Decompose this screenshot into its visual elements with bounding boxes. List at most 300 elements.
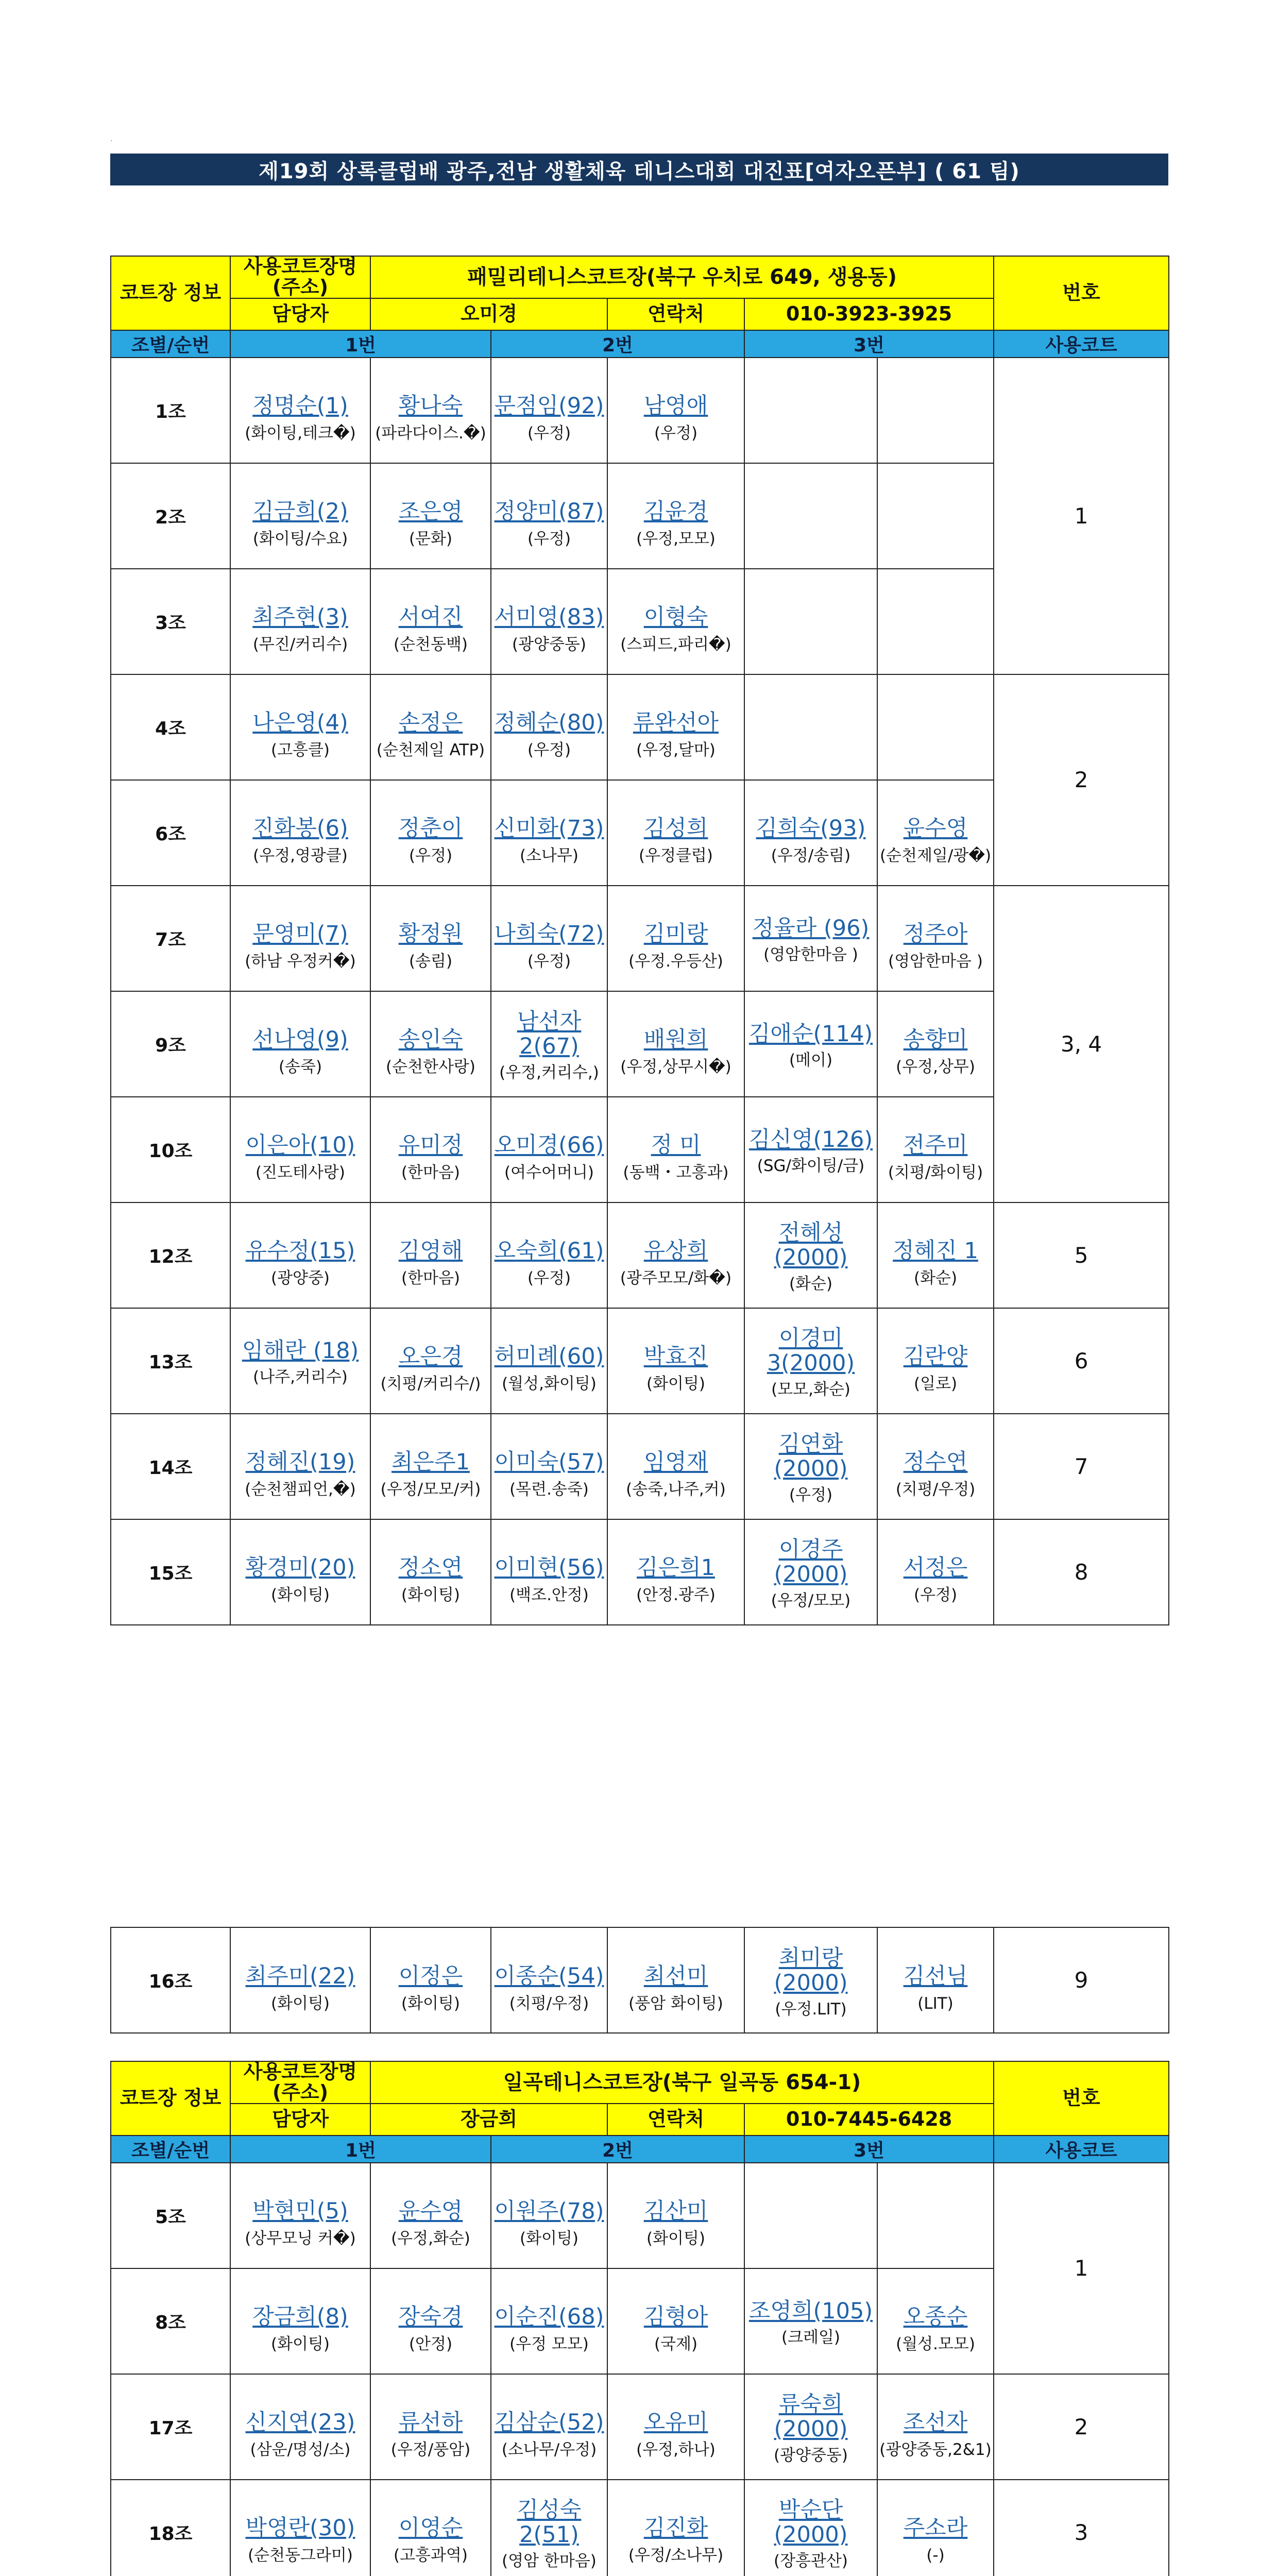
player-cell — [877, 1519, 994, 1625]
court-number: 3 — [994, 2480, 1169, 2576]
corner-mark: . — [110, 135, 113, 143]
player-name-link[interactable]: 김신영(126) — [748, 1127, 873, 1153]
manager-label: 담당자 — [230, 2104, 370, 2136]
player-name-link[interactable]: 황경미(20) — [245, 1555, 355, 1581]
player-name-link[interactable]: 윤수영 — [903, 816, 968, 842]
player-name-link[interactable]: 오은경 — [398, 1344, 463, 1370]
player-name-link[interactable]: 이형숙 — [643, 604, 708, 631]
player-name-link[interactable]: 이은아(10) — [245, 1132, 355, 1159]
player-club: (화이팅) — [519, 2229, 579, 2248]
group-label: 3조 — [111, 569, 230, 674]
player-cell — [607, 1519, 744, 1625]
player-name-link[interactable]: 정수연 — [903, 1449, 968, 1476]
player-cell — [491, 463, 607, 569]
player-club: (광양중동,2&1) — [879, 2441, 992, 2460]
page-title: 제19회 상록클럽배 광주,전남 생활체육 테니스대회 대진표[여자오픈부] ( 61 팀) — [110, 154, 1168, 185]
player-club: (송죽) — [278, 1058, 322, 1077]
player-cell — [744, 463, 877, 569]
player-name-link[interactable]: 오종순 — [903, 2304, 968, 2330]
player-name-link[interactable]: 유상희 — [643, 1238, 708, 1264]
player-cell — [607, 1927, 744, 2033]
player-cell — [491, 1202, 607, 1308]
player-cell — [230, 674, 370, 780]
player-name-link[interactable]: 김란양 — [903, 1344, 968, 1370]
player-club: (나주,커리수) — [253, 1368, 348, 1387]
player-cell — [744, 2374, 877, 2480]
player-club: (목련.송죽) — [509, 1480, 589, 1499]
player-club: (우정/모모) — [771, 1591, 851, 1611]
player-cell — [230, 2268, 370, 2374]
use-court-label: 사용코트 — [994, 2136, 1169, 2163]
player-name-link[interactable]: 임영재 — [643, 1449, 708, 1476]
player-cell — [370, 463, 491, 569]
player-name-link[interactable]: 서미영(83) — [494, 604, 604, 631]
player-cell — [491, 569, 607, 674]
player-club: (우정,커리수,) — [499, 1063, 599, 1082]
group-label: 14조 — [111, 1414, 230, 1519]
group-label: 4조 — [111, 674, 230, 780]
player-cell — [744, 358, 877, 463]
player-name-link[interactable]: 임해란 (18) — [242, 1338, 359, 1364]
group-label: 1조 — [111, 358, 230, 463]
player-club: (우정) — [654, 424, 698, 443]
player-club: (상무모닝 커�) — [245, 2229, 356, 2248]
player-cell — [230, 1927, 370, 2033]
player-name-link[interactable]: 정혜진 1 — [893, 1238, 978, 1264]
player-cell — [491, 358, 607, 463]
player-cell — [744, 2268, 877, 2374]
player-club: (진도테사랑) — [256, 1163, 345, 1182]
player-club: (스피드,파리�) — [620, 635, 731, 654]
player-cell — [491, 2163, 607, 2268]
player-name-link[interactable]: 이경미3(2000) — [767, 1326, 855, 1377]
player-cell — [877, 674, 994, 780]
player-club: (LIT) — [917, 1994, 954, 2013]
group-row — [111, 1927, 1169, 2033]
court-number: 1 — [994, 358, 1169, 674]
player-cell — [877, 1927, 994, 2033]
player-cell — [744, 1308, 877, 1414]
player-name-link[interactable]: 김진화 — [643, 2515, 708, 2541]
court-name-label: 사용코트장명 (주소) — [230, 2061, 370, 2104]
player-cell — [877, 2163, 994, 2268]
player-cell — [744, 1202, 877, 1308]
player-name-link[interactable]: 박영란(30) — [245, 2515, 355, 2541]
player-cell — [877, 2268, 994, 2374]
player-cell — [370, 358, 491, 463]
player-club: (우정) — [527, 530, 571, 549]
col3-label: 3번 — [744, 2136, 994, 2163]
player-cell — [744, 1414, 877, 1519]
player-cell — [491, 991, 607, 1097]
player-name-link[interactable]: 이종순(54) — [494, 1963, 604, 1989]
player-cell — [491, 1927, 607, 2033]
venue-phone: 010-7445-6428 — [744, 2104, 994, 2136]
player-name-link[interactable]: 장금희(8) — [252, 2304, 348, 2330]
player-name-link[interactable]: 송인숙 — [398, 1027, 463, 1053]
player-club: (화이팅,테크�) — [245, 424, 356, 443]
player-club: (한마음) — [401, 1163, 461, 1182]
player-cell — [744, 2480, 877, 2576]
player-cell — [877, 1202, 994, 1308]
player-name-link[interactable]: 김선님 — [903, 1963, 968, 1989]
player-club: (우정,화순) — [391, 2229, 470, 2248]
player-cell — [877, 1414, 994, 1519]
player-name-link[interactable]: 최선미 — [643, 1963, 708, 1989]
player-club: (무진/커리수) — [252, 635, 348, 654]
player-club: (순천동백) — [394, 635, 468, 654]
player-cell — [877, 358, 994, 463]
group-label: 6조 — [111, 780, 230, 886]
player-club: (광양중동) — [774, 2446, 848, 2465]
player-name-link[interactable]: 김금희(2) — [252, 499, 348, 525]
player-name-link[interactable]: 김윤경 — [643, 499, 708, 525]
player-cell — [230, 1202, 370, 1308]
player-name-link[interactable]: 김산미 — [643, 2198, 708, 2225]
player-cell — [370, 674, 491, 780]
player-name-link[interactable]: 정소연 — [398, 1555, 463, 1581]
player-name-link[interactable]: 최은주1 — [391, 1449, 470, 1476]
player-club: (고흥과역) — [394, 2546, 468, 2565]
player-cell — [230, 1414, 370, 1519]
player-cell — [370, 1414, 491, 1519]
player-name-link[interactable]: 류숙희(2000) — [774, 2392, 848, 2443]
player-club: (동백・고흥과) — [623, 1163, 729, 1182]
player-cell — [370, 991, 491, 1097]
group-label: 17조 — [111, 2374, 230, 2480]
player-club: (안정) — [408, 2335, 453, 2354]
player-cell — [744, 1097, 877, 1202]
player-club: (영암한마음 ) — [888, 952, 983, 971]
player-name-link[interactable]: 손정은 — [398, 710, 463, 736]
group-row — [111, 1202, 1169, 1308]
player-name-link[interactable]: 전주미 — [903, 1132, 968, 1159]
player-name-link[interactable]: 박현민(5) — [252, 2198, 348, 2225]
venue-manager: 오미경 — [370, 298, 607, 330]
player-name-link[interactable]: 주소라 — [903, 2515, 968, 2541]
player-club: (월성.모모) — [896, 2335, 975, 2354]
player-club: (화이팅) — [401, 1586, 461, 1605]
player-name-link[interactable]: 조은영 — [398, 499, 463, 525]
contact-label: 연락처 — [607, 2104, 744, 2136]
player-cell — [230, 2374, 370, 2480]
player-cell — [230, 780, 370, 886]
player-cell — [607, 991, 744, 1097]
player-club: (화이팅) — [646, 1375, 706, 1394]
court-name-label: 사용코트장명 (주소) — [230, 256, 370, 298]
player-cell — [370, 1097, 491, 1202]
group-row — [111, 1414, 1169, 1519]
player-club: (우정) — [527, 741, 571, 760]
player-club: (우정) — [913, 1586, 958, 1605]
group-order-label: 조별/순번 — [111, 2136, 230, 2163]
player-club: (우정 모모) — [509, 2335, 589, 2354]
player-name-link[interactable]: 김애순(114) — [748, 1021, 873, 1047]
player-club: (고흥클) — [270, 741, 330, 760]
player-club: (우정,하나) — [636, 2441, 716, 2460]
player-club: (크레일) — [781, 2328, 841, 2347]
player-club: (문화) — [408, 530, 453, 549]
player-cell — [230, 358, 370, 463]
player-name-link[interactable]: 이경주(2000) — [774, 1537, 848, 1588]
group-row — [111, 1519, 1169, 1625]
player-name-link[interactable]: 김희숙(93) — [756, 816, 866, 842]
group-row — [111, 674, 1169, 780]
player-name-link[interactable]: 나희숙(72) — [494, 921, 604, 947]
player-club: (장흥관산) — [774, 2552, 848, 2571]
player-name-link[interactable]: 장숙경 — [398, 2304, 463, 2330]
player-name-link[interactable]: 정혜순(80) — [494, 710, 604, 736]
player-name-link[interactable]: 서여진 — [398, 604, 463, 631]
player-cell — [491, 2480, 607, 2576]
player-name-link[interactable]: 송향미 — [903, 1027, 968, 1053]
player-cell — [491, 1308, 607, 1414]
player-name-link[interactable]: 정춘이 — [398, 816, 463, 842]
player-cell — [230, 2163, 370, 2268]
player-cell — [370, 1308, 491, 1414]
player-name-link[interactable]: 김성희 — [643, 816, 708, 842]
player-name-link[interactable]: 신미화(73) — [494, 816, 604, 842]
player-cell — [370, 1927, 491, 2033]
col3-label: 3번 — [744, 330, 994, 358]
player-club: (일로) — [913, 1375, 958, 1394]
player-cell — [230, 569, 370, 674]
player-club: (우정.LIT) — [775, 1999, 847, 2019]
player-cell — [491, 2268, 607, 2374]
player-name-link[interactable]: 윤수영 — [398, 2198, 463, 2225]
player-club: (하남 우정커�) — [245, 952, 356, 971]
player-club: (소나무/우정) — [501, 2441, 597, 2460]
player-cell — [370, 886, 491, 991]
player-club: (영암한마음 ) — [763, 945, 858, 964]
player-cell — [877, 569, 994, 674]
player-cell — [230, 1097, 370, 1202]
player-cell — [607, 1202, 744, 1308]
player-club: (우정,달마) — [636, 741, 716, 760]
player-name-link[interactable]: 오유미 — [643, 2410, 708, 2436]
player-cell — [744, 780, 877, 886]
player-name-link[interactable]: 이영순 — [398, 2515, 463, 2541]
court-number: 9 — [994, 1927, 1169, 2033]
player-club: (우정.우등산) — [628, 952, 723, 971]
group-row — [111, 886, 1169, 991]
player-name-link[interactable]: 유수정(15) — [245, 1238, 355, 1264]
player-name-link[interactable]: 황정원 — [398, 921, 463, 947]
group-label: 10조 — [111, 1097, 230, 1202]
player-club: (풍암 화이팅) — [628, 1994, 723, 2013]
col1-label: 1번 — [230, 2136, 491, 2163]
player-club: (우정) — [527, 424, 571, 443]
player-name-link[interactable]: 조선자 — [903, 2410, 968, 2436]
player-club: (화이팅/수요) — [252, 530, 348, 549]
group-label: 18조 — [111, 2480, 230, 2576]
player-name-link[interactable]: 진화봉(6) — [252, 816, 348, 842]
player-cell — [491, 1519, 607, 1625]
player-cell — [491, 1097, 607, 1202]
venue-table-family-continued — [110, 1927, 1169, 2033]
player-cell — [230, 991, 370, 1097]
player-name-link[interactable]: 류선하 — [398, 2410, 463, 2436]
player-name-link[interactable]: 김연화(2000) — [774, 1431, 848, 1482]
player-cell — [230, 1519, 370, 1625]
court-number: 2 — [994, 2374, 1169, 2480]
group-label: 2조 — [111, 463, 230, 569]
player-cell — [607, 2268, 744, 2374]
player-name-link[interactable]: 최주미(22) — [245, 1963, 355, 1989]
player-club: (광양중) — [270, 1269, 330, 1288]
player-name-link[interactable]: 김영해 — [398, 1238, 463, 1264]
player-name-link[interactable]: 정혜진(19) — [245, 1449, 355, 1476]
player-cell — [607, 1308, 744, 1414]
group-label: 15조 — [111, 1519, 230, 1625]
court-number: 2 — [994, 674, 1169, 886]
player-name-link[interactable]: 배원희 — [643, 1027, 708, 1053]
player-cell — [744, 1519, 877, 1625]
use-court-label: 사용코트 — [994, 330, 1169, 358]
player-name-link[interactable]: 황나숙 — [398, 393, 463, 419]
player-name-link[interactable]: 허미례(60) — [494, 1344, 604, 1370]
player-name-link[interactable]: 정율라 (96) — [752, 916, 870, 942]
player-cell — [744, 2163, 877, 2268]
player-cell — [744, 886, 877, 991]
player-cell — [370, 2163, 491, 2268]
player-name-link[interactable]: 오숙희(61) — [494, 1238, 604, 1264]
player-club: (우정,모모) — [636, 530, 716, 549]
player-cell — [491, 674, 607, 780]
contact-label: 연락처 — [607, 298, 744, 330]
player-name-link[interactable]: 이미현(56) — [494, 1555, 604, 1581]
player-cell — [877, 991, 994, 1097]
group-row — [111, 2163, 1169, 2268]
player-name-link[interactable]: 김미랑 — [643, 921, 708, 947]
player-name-link[interactable]: 김형아 — [643, 2304, 708, 2330]
col2-label: 2번 — [491, 330, 744, 358]
player-club: (SG/화이팅/금) — [757, 1157, 865, 1176]
player-club: (순천동그라미) — [248, 2546, 353, 2565]
player-name-link[interactable]: 문영미(7) — [252, 921, 348, 947]
player-cell — [230, 463, 370, 569]
player-name-link[interactable]: 나은영(4) — [252, 710, 348, 736]
player-cell — [877, 463, 994, 569]
player-cell — [370, 780, 491, 886]
player-cell — [491, 780, 607, 886]
court-number: 1 — [994, 2163, 1169, 2374]
player-name-link[interactable]: 이순진(68) — [494, 2304, 604, 2330]
player-cell — [607, 1097, 744, 1202]
player-cell — [370, 569, 491, 674]
player-name-link[interactable]: 정 미 — [651, 1132, 701, 1159]
player-name-link[interactable]: 김성숙2(51) — [517, 2497, 582, 2548]
player-cell — [607, 463, 744, 569]
court-number: 8 — [994, 1519, 1169, 1625]
venue-name: 패밀리테니스코트장(북구 우치로 649, 생용동) — [370, 256, 994, 298]
col1-label: 1번 — [230, 330, 491, 358]
player-club: (치평/화이팅) — [888, 1163, 983, 1182]
venue-table-ilgok — [110, 2061, 1169, 2576]
player-name-link[interactable]: 정명순(1) — [252, 393, 348, 419]
group-row — [111, 2480, 1169, 2576]
player-name-link[interactable]: 남선자2(67) — [517, 1009, 582, 1060]
group-order-label: 조별/순번 — [111, 330, 230, 358]
number-label: 번호 — [994, 2061, 1169, 2136]
group-row — [111, 2374, 1169, 2480]
player-club: (화이팅) — [270, 1994, 330, 2013]
player-name-link[interactable]: 최주현(3) — [252, 604, 348, 631]
player-name-link[interactable]: 이미숙(57) — [494, 1449, 604, 1476]
player-name-link[interactable]: 정주아 — [903, 921, 968, 947]
player-club: (월성,화이팅) — [502, 1375, 597, 1394]
player-club: (화이팅) — [270, 1586, 330, 1605]
player-name-link[interactable]: 전혜성(2000) — [774, 1220, 848, 1271]
player-club: (우정/모모/커) — [380, 1480, 481, 1499]
player-cell — [230, 2480, 370, 2576]
player-name-link[interactable]: 박효진 — [643, 1344, 708, 1370]
player-cell — [370, 2268, 491, 2374]
player-name-link[interactable]: 선나영(9) — [252, 1027, 348, 1053]
player-cell — [877, 780, 994, 886]
group-row — [111, 1308, 1169, 1414]
group-label: 7조 — [111, 886, 230, 991]
player-cell — [744, 1927, 877, 2033]
number-label: 번호 — [994, 256, 1169, 330]
venue-name: 일곡테니스코트장(북구 일곡동 654-1) — [370, 2061, 994, 2104]
player-name-link[interactable]: 박순단(2000) — [774, 2497, 848, 2548]
player-club: (화이팅) — [401, 1994, 461, 2013]
player-club: (한마음) — [401, 1269, 461, 1288]
player-name-link[interactable]: 김은희1 — [637, 1555, 715, 1581]
player-name-link[interactable]: 유미정 — [398, 1132, 463, 1159]
player-club: (화이팅) — [646, 2229, 706, 2248]
player-name-link[interactable]: 조영희(105) — [748, 2298, 873, 2325]
player-cell — [607, 2163, 744, 2268]
player-club: (화순) — [913, 1269, 958, 1288]
player-name-link[interactable]: 정양미(87) — [494, 499, 604, 525]
player-club: (국제) — [654, 2335, 698, 2354]
player-name-link[interactable]: 서정은 — [903, 1555, 968, 1581]
player-cell — [877, 886, 994, 991]
player-cell — [744, 674, 877, 780]
group-label: 9조 — [111, 991, 230, 1097]
player-club: (치평/우정) — [509, 1994, 589, 2013]
player-club: (백조.안정) — [509, 1586, 589, 1605]
player-club: (우정,상무시�) — [620, 1058, 731, 1077]
player-name-link[interactable]: 이정은 — [398, 1963, 463, 1989]
player-name-link[interactable]: 최미랑(2000) — [774, 1945, 848, 1996]
player-club: (송죽,나주,커) — [626, 1480, 726, 1499]
player-name-link[interactable]: 김삼순(52) — [494, 2410, 604, 2436]
player-cell — [877, 1097, 994, 1202]
player-cell — [744, 991, 877, 1097]
player-name-link[interactable]: 이원주(78) — [494, 2198, 604, 2225]
player-name-link[interactable]: 남영애 — [643, 393, 708, 419]
group-label: 5조 — [111, 2163, 230, 2268]
player-name-link[interactable]: 신지연(23) — [245, 2410, 355, 2436]
player-club: (치평/커리수/) — [380, 1375, 481, 1394]
player-cell — [607, 2480, 744, 2576]
player-club: (우정) — [408, 846, 453, 866]
player-name-link[interactable]: 류완선아 — [633, 710, 719, 736]
player-cell — [877, 1308, 994, 1414]
court-number: 6 — [994, 1308, 1169, 1414]
venue-table-family — [110, 256, 1169, 1625]
court-number: 3, 4 — [994, 886, 1169, 1202]
player-club: (우정) — [789, 1486, 833, 1505]
court-number: 7 — [994, 1414, 1169, 1519]
venue-manager: 장금희 — [370, 2104, 607, 2136]
player-name-link[interactable]: 오미경(66) — [494, 1132, 604, 1159]
player-cell — [607, 674, 744, 780]
player-name-link[interactable]: 문점임(92) — [494, 393, 604, 419]
